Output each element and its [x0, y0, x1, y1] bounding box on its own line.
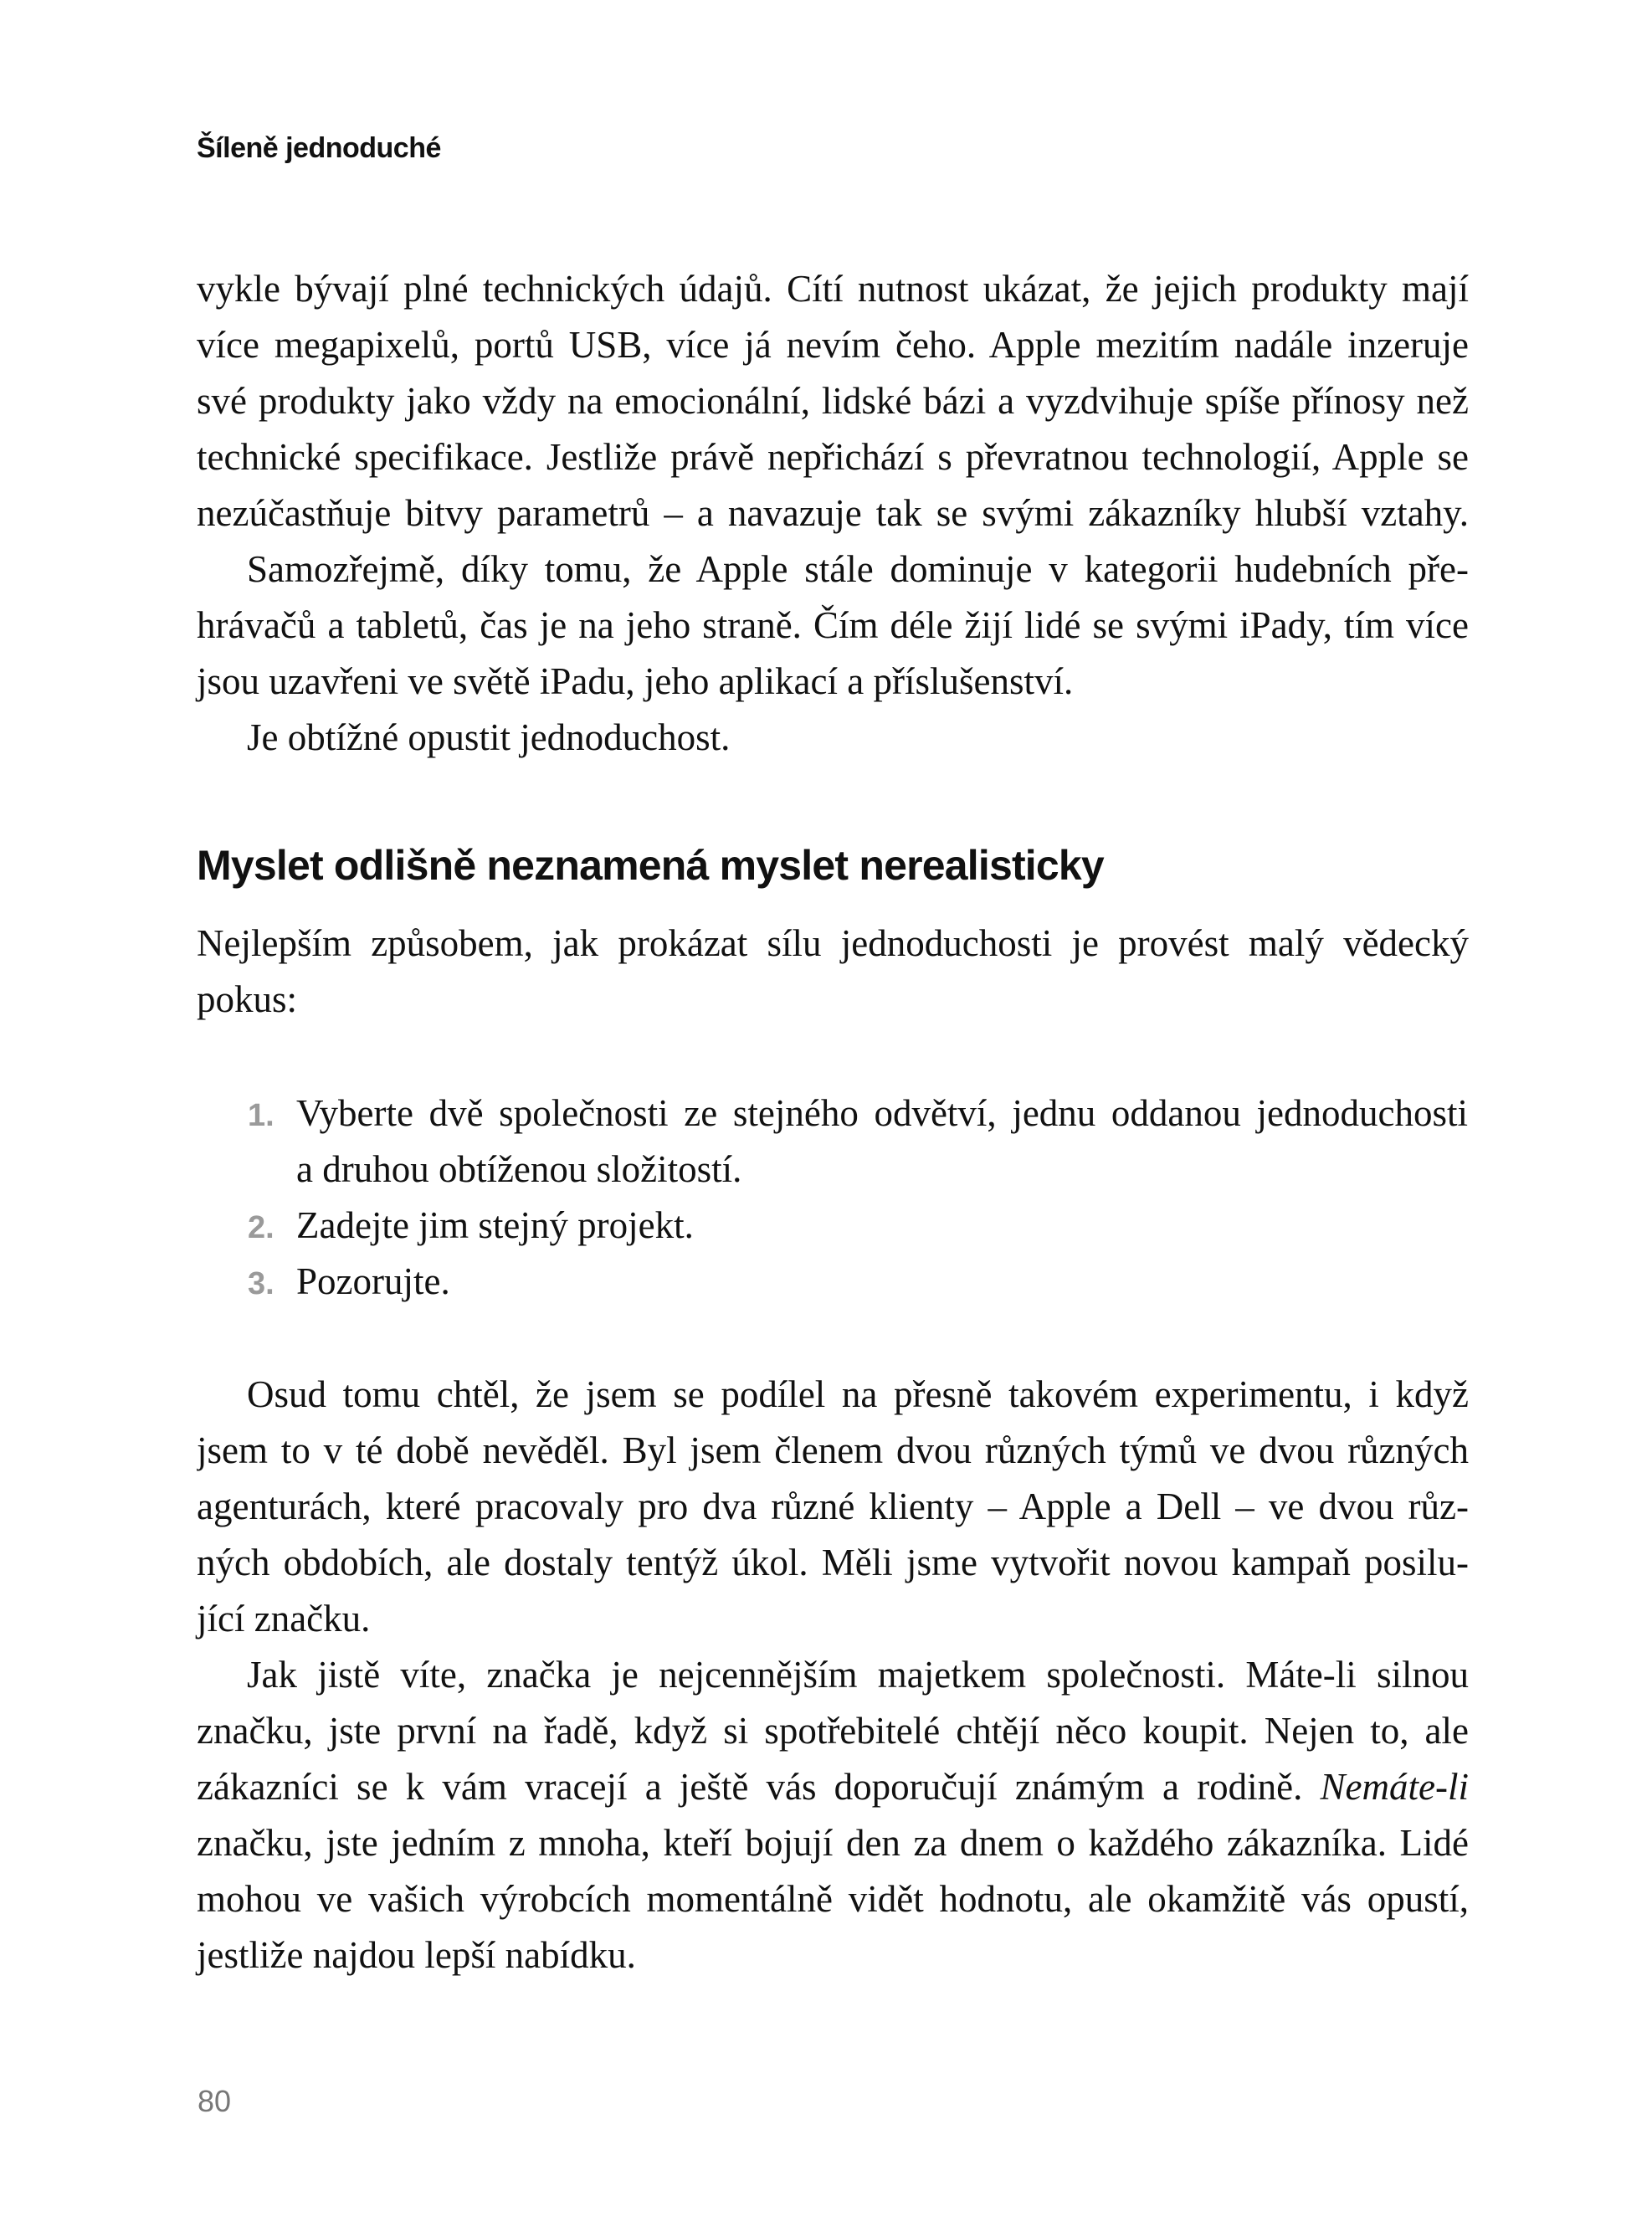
list-text: Vyberte dvě společnosti ze stejného odvětví, jednu oddanou jednoduchosti	[296, 1092, 1468, 1134]
italic-emphasis: Nemáte-li	[1320, 1766, 1469, 1808]
list-item-3	[248, 1254, 1470, 1312]
text-line: mohou ve vašich výrobcích momentálně vidět hodnotu, ale okamžitě vás opustí,	[197, 1878, 1469, 1920]
list-number: 3.	[248, 1266, 274, 1301]
text-line: vykle bývají plné technických údajů. Cítí nutnost ukázat, že jejich produkty mají	[197, 268, 1469, 310]
text-line: Osud tomu chtěl, že jsem se podílel na přesně takovém experimentu, i když	[247, 1373, 1469, 1415]
list-number: 2.	[248, 1210, 274, 1245]
text-line: Nejlepším způsobem, jak prokázat sílu jednoduchosti je provést malý vědecký	[197, 922, 1469, 964]
section-heading: Myslet odlišně neznamená myslet nerealisticky	[197, 842, 1104, 889]
text-line: více megapixelů, portů USB, více já nevím čeho. Apple mezitím nadále inzeruje	[197, 324, 1469, 366]
list-item-2	[248, 1198, 1470, 1256]
text-line	[197, 1759, 1469, 1815]
text-line: jsou uzavřeni ve světě iPadu, jeho aplikací a příslušenství.	[197, 660, 1074, 702]
text-line: ných obdobích, ale dostaly tentýž úkol. Měli jsme vytvořit novou kampaň posilu-	[197, 1542, 1469, 1583]
list-number: 1.	[248, 1098, 274, 1133]
text-segment: zákazníci se k vám vracejí a ještě vás doporučují známým a rodině.	[197, 1766, 1321, 1808]
text-line: značku, jste první na řadě, když si spotřebitelé chtějí něco koupit. Nejen to, ale	[197, 1710, 1469, 1752]
list-item-1-continuation: a druhou obtíženou složitostí.	[296, 1148, 742, 1190]
text-line: jící značku.	[197, 1598, 371, 1639]
text-line: své produkty jako vždy na emocionální, lidské bázi a vyzdvihuje spíše přínosy než	[197, 380, 1469, 422]
text-line: agenturách, které pracovaly pro dva různé klienty – Apple a Dell – ve dvou růz-	[197, 1486, 1469, 1527]
text-line: značku, jste jedním z mnoha, kteří bojují den za dnem o každého zákazníka. Lidé	[197, 1822, 1469, 1864]
running-head: Šíleně jednoduché	[197, 132, 441, 164]
text-line: jsem to v té době nevěděl. Byl jsem členem dvou různých týmů ve dvou různých	[197, 1429, 1469, 1471]
text-line: jestliže najdou lepší nabídku.	[197, 1934, 636, 1976]
list-text: Pozorujte.	[296, 1260, 450, 1302]
text-line: technické specifikace. Jestliže právě nepřichází s převratnou technologií, Apple se	[197, 436, 1469, 478]
page-number: 80	[198, 2084, 232, 2118]
text-line: hrávačů a tabletů, čas je na jeho straně. Čím déle žijí lidé se svými iPady, tím více	[197, 604, 1469, 646]
text-line: Je obtížné opustit jednoduchost.	[247, 716, 731, 758]
text-line: Samozřejmě, díky tomu, že Apple stále dominuje v kategorii hudebních pře-	[247, 548, 1469, 590]
text-line: nezúčastňuje bitvy parametrů – a navazuje tak se svými zákazníky hlubší vztahy.	[197, 492, 1469, 534]
text-line: Jak jistě víte, značka je nejcennějším majetkem společnosti. Máte-li silnou	[247, 1654, 1469, 1696]
list-text: Zadejte jim stejný projekt.	[296, 1204, 694, 1246]
list-item-1	[248, 1085, 1470, 1144]
text-line: pokus:	[197, 978, 298, 1020]
